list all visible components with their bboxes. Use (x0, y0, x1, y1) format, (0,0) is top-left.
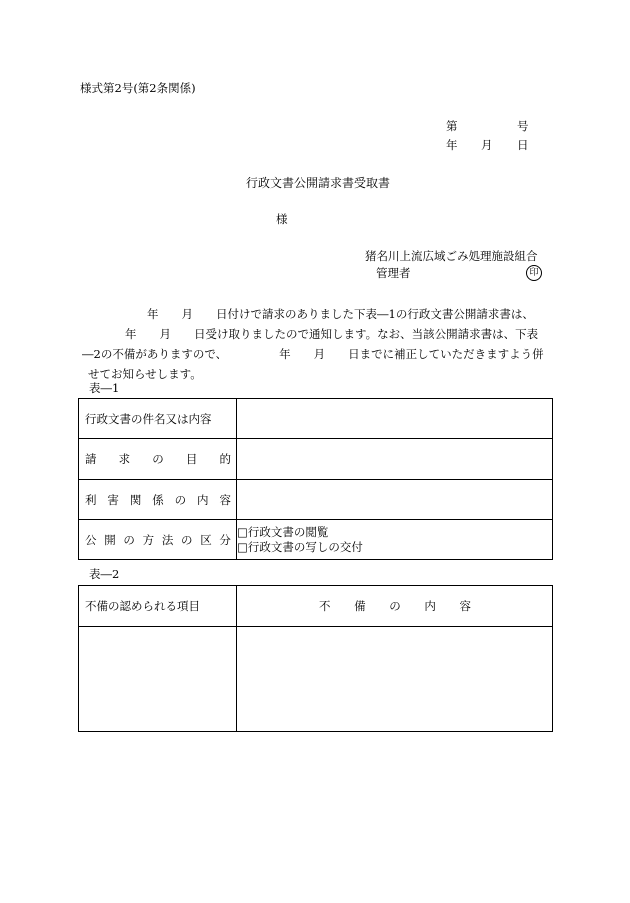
body-line-1: 年 月 日付けで請求のありました下表―1の行政文書公開請求書は、 (147, 307, 534, 321)
interest-label: 利 害 関 係 の 内 容 (79, 480, 237, 520)
deficiency-content-header: 不 備 の 内 容 (237, 586, 553, 627)
subject-label: 行政文書の件名又は内容 (79, 399, 237, 439)
doc-number-dai: 第 (446, 119, 458, 133)
form-number: 様式第2号(第2条関係) (80, 81, 196, 95)
method-options (237, 520, 553, 560)
request-details-table (78, 398, 553, 560)
deficiency-content-cell (237, 627, 553, 732)
date-day: 日 (517, 138, 529, 152)
deficiency-table (78, 585, 553, 732)
purpose-value (237, 439, 553, 480)
option-inspection[interactable]: □行政文書の閲覧 (237, 524, 329, 539)
option-copy-delivery[interactable]: □行政文書の写しの交付 (237, 539, 363, 554)
date-month: 月 (481, 138, 493, 152)
deficiency-item-header: 不備の認められる項目 (79, 586, 237, 627)
table2-label: 表―2 (89, 567, 120, 581)
deficiency-item-cell (79, 627, 237, 732)
purpose-label: 請 求 の 目 的 (79, 439, 237, 480)
body-line-3: ―2の不備がありますので、 年 月 日までに補正していただきますよう併 (82, 347, 544, 361)
seal-mark (526, 265, 542, 281)
table1-label: 表―1 (89, 381, 120, 395)
seal-icon: 印 (526, 265, 542, 281)
document-title: 行政文書公開請求書受取書 (246, 176, 391, 190)
body-paragraph (82, 304, 557, 384)
issuer-organization: 猪名川上流広域ごみ処理施設組合 (365, 249, 538, 263)
doc-number-go: 号 (517, 119, 529, 133)
date-year: 年 (446, 138, 458, 152)
method-label: 公 開 の 方 法 の 区 分 (79, 520, 237, 560)
subject-value (237, 399, 553, 439)
body-line-2: 年 月 日受け取りましたので通知します。なお、当該公開請求書は、下表 (125, 327, 539, 341)
addressee-honorific: 様 (276, 212, 288, 226)
interest-value (237, 480, 553, 520)
body-line-4: せてお知らせします。 (88, 367, 202, 381)
issuer-role: 管理者 (376, 266, 411, 280)
